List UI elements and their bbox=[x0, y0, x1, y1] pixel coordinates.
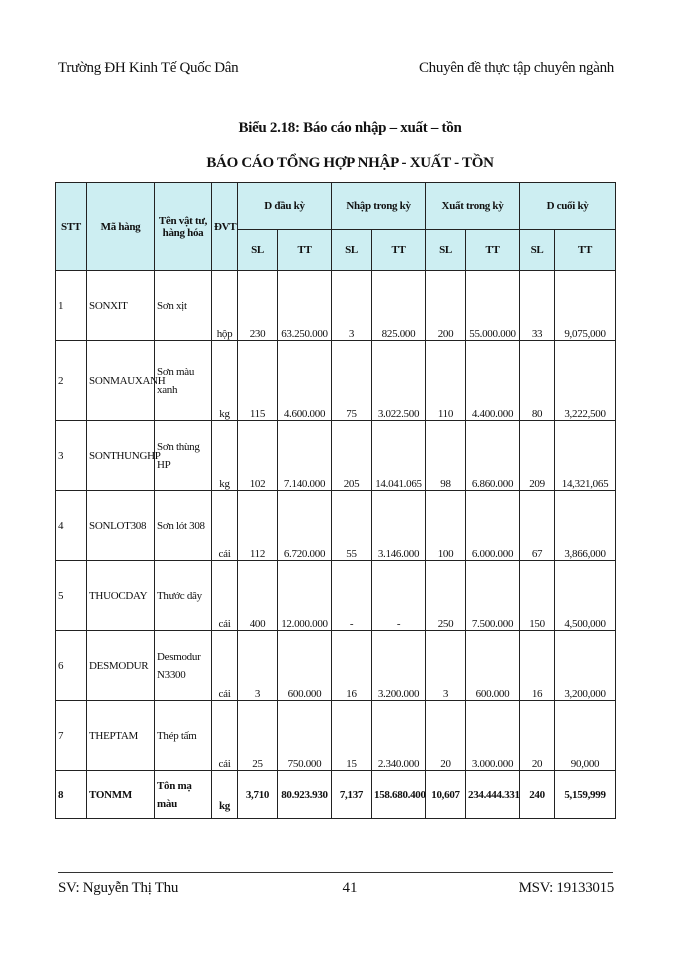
cell-out-sl: 250 bbox=[426, 561, 466, 631]
cell-out-tt: 6.000.000 bbox=[466, 491, 520, 561]
cell-stt: 2 bbox=[56, 341, 87, 421]
col-in-tt: TT bbox=[372, 230, 426, 271]
cell-in-tt: 158.680.400 bbox=[372, 771, 426, 819]
cell-closing-sl: 209 bbox=[520, 421, 555, 491]
cell-opening-sl: 3,710 bbox=[238, 771, 278, 819]
cell-name: Tôn mạ màu bbox=[155, 771, 212, 819]
cell-stt: 6 bbox=[56, 631, 87, 701]
col-closing-tt: TT bbox=[555, 230, 616, 271]
cell-closing-sl: 67 bbox=[520, 491, 555, 561]
cell-code: THEPTAM bbox=[87, 701, 155, 771]
cell-unit: cái bbox=[212, 701, 238, 771]
cell-code: DESMODUR bbox=[87, 631, 155, 701]
header-subject: Chuyên đề thực tập chuyên ngành bbox=[418, 60, 614, 76]
cell-closing-tt: 14,321,065 bbox=[555, 421, 616, 491]
cell-code: SONLOT308 bbox=[87, 491, 155, 561]
cell-unit: cái bbox=[212, 491, 238, 561]
cell-name: Sơn lót 308 bbox=[155, 491, 212, 561]
cell-unit: cái bbox=[212, 631, 238, 701]
cell-name: Sơn xịt bbox=[155, 271, 212, 341]
cell-closing-tt: 3,222,500 bbox=[555, 341, 616, 421]
col-closing-sl: SL bbox=[520, 230, 555, 271]
cell-in-sl: 7,137 bbox=[332, 771, 372, 819]
cell-out-sl: 98 bbox=[426, 421, 466, 491]
cell-in-sl: 75 bbox=[332, 341, 372, 421]
cell-opening-sl: 112 bbox=[238, 491, 278, 561]
table-row bbox=[56, 561, 616, 631]
cell-in-tt: 3.022.500 bbox=[372, 341, 426, 421]
table-header-row bbox=[56, 183, 616, 230]
cell-out-tt: 6.860.000 bbox=[466, 421, 520, 491]
cell-opening-tt: 63.250.000 bbox=[278, 271, 332, 341]
cell-opening-sl: 3 bbox=[238, 631, 278, 701]
col-out-sl: SL bbox=[426, 230, 466, 271]
cell-closing-tt: 3,866,000 bbox=[555, 491, 616, 561]
cell-stt: 3 bbox=[56, 421, 87, 491]
cell-in-sl: 3 bbox=[332, 271, 372, 341]
col-in-sl: SL bbox=[332, 230, 372, 271]
cell-code: TONMM bbox=[87, 771, 155, 819]
cell-in-tt: 14.041.065 bbox=[372, 421, 426, 491]
table-body bbox=[56, 271, 616, 819]
cell-out-sl: 10,607 bbox=[426, 771, 466, 819]
cell-in-tt: 2.340.000 bbox=[372, 701, 426, 771]
cell-code: THUOCDAY bbox=[87, 561, 155, 631]
cell-unit: kg bbox=[212, 421, 238, 491]
cell-in-sl: 15 bbox=[332, 701, 372, 771]
cell-out-sl: 3 bbox=[426, 631, 466, 701]
report-title: BÁO CÁO TỔNG HỢP NHẬP - XUẤT - TỒN bbox=[206, 155, 494, 171]
col-name: Tên vật tư, hàng hóa bbox=[155, 183, 212, 271]
col-in: Nhập trong kỳ bbox=[332, 183, 426, 230]
cell-out-tt: 4.400.000 bbox=[466, 341, 520, 421]
cell-closing-tt: 3,200,000 bbox=[555, 631, 616, 701]
cell-closing-tt: 4,500,000 bbox=[555, 561, 616, 631]
cell-opening-sl: 230 bbox=[238, 271, 278, 341]
col-opening-tt: TT bbox=[278, 230, 332, 271]
page-number: 41 bbox=[342, 880, 358, 896]
cell-in-tt: 3.146.000 bbox=[372, 491, 426, 561]
cell-stt: 8 bbox=[56, 771, 87, 819]
cell-stt: 1 bbox=[56, 271, 87, 341]
cell-out-tt: 55.000.000 bbox=[466, 271, 520, 341]
cell-unit: kg bbox=[212, 771, 238, 819]
cell-in-sl: 55 bbox=[332, 491, 372, 561]
cell-closing-tt: 9,075,000 bbox=[555, 271, 616, 341]
cell-unit: hộp bbox=[212, 271, 238, 341]
cell-opening-tt: 80.923.930 bbox=[278, 771, 332, 819]
footer-student: SV: Nguyễn Thị Thu bbox=[58, 880, 179, 896]
cell-opening-tt: 600.000 bbox=[278, 631, 332, 701]
table-row bbox=[56, 631, 616, 701]
col-stt: STT bbox=[56, 183, 87, 271]
cell-out-sl: 100 bbox=[426, 491, 466, 561]
cell-out-sl: 110 bbox=[426, 341, 466, 421]
header-school: Trường ĐH Kinh Tế Quốc Dân bbox=[58, 60, 239, 76]
table-row bbox=[56, 491, 616, 561]
table-row bbox=[56, 701, 616, 771]
cell-closing-sl: 150 bbox=[520, 561, 555, 631]
cell-in-tt: 3.200.000 bbox=[372, 631, 426, 701]
cell-stt: 4 bbox=[56, 491, 87, 561]
table-row bbox=[56, 341, 616, 421]
cell-out-tt: 7.500.000 bbox=[466, 561, 520, 631]
cell-out-sl: 200 bbox=[426, 271, 466, 341]
cell-in-tt: 825.000 bbox=[372, 271, 426, 341]
cell-closing-sl: 80 bbox=[520, 341, 555, 421]
cell-stt: 7 bbox=[56, 701, 87, 771]
footer-divider bbox=[58, 872, 613, 873]
cell-name: Desmodur N3300 bbox=[155, 631, 212, 701]
cell-opening-tt: 7.140.000 bbox=[278, 421, 332, 491]
cell-unit: cái bbox=[212, 561, 238, 631]
cell-opening-sl: 25 bbox=[238, 701, 278, 771]
cell-opening-tt: 750.000 bbox=[278, 701, 332, 771]
cell-opening-sl: 102 bbox=[238, 421, 278, 491]
cell-name: Sơn màu xanh bbox=[155, 341, 212, 421]
cell-opening-tt: 12.000.000 bbox=[278, 561, 332, 631]
footer-student-id: MSV: 19133015 bbox=[518, 880, 614, 896]
cell-in-tt: - bbox=[372, 561, 426, 631]
cell-unit: kg bbox=[212, 341, 238, 421]
cell-in-sl: 16 bbox=[332, 631, 372, 701]
cell-out-tt: 234.444.331 bbox=[466, 771, 520, 819]
table-row bbox=[56, 421, 616, 491]
cell-stt: 5 bbox=[56, 561, 87, 631]
cell-closing-sl: 33 bbox=[520, 271, 555, 341]
inventory-report-table bbox=[55, 182, 616, 819]
cell-closing-sl: 20 bbox=[520, 701, 555, 771]
cell-in-sl: 205 bbox=[332, 421, 372, 491]
col-opening-sl: SL bbox=[238, 230, 278, 271]
figure-caption: Biểu 2.18: Báo cáo nhập – xuất – tồn bbox=[238, 120, 462, 136]
cell-opening-sl: 400 bbox=[238, 561, 278, 631]
cell-in-sl: - bbox=[332, 561, 372, 631]
cell-name: Thước dây bbox=[155, 561, 212, 631]
cell-out-tt: 3.000.000 bbox=[466, 701, 520, 771]
cell-closing-tt: 5,159,999 bbox=[555, 771, 616, 819]
table-row bbox=[56, 271, 616, 341]
col-unit: ĐVT bbox=[212, 183, 238, 271]
cell-closing-sl: 240 bbox=[520, 771, 555, 819]
col-out-tt: TT bbox=[466, 230, 520, 271]
col-out: Xuất trong kỳ bbox=[426, 183, 520, 230]
cell-opening-tt: 6.720.000 bbox=[278, 491, 332, 561]
col-closing: D cuối kỳ bbox=[520, 183, 616, 230]
cell-name: Thép tấm bbox=[155, 701, 212, 771]
col-opening: D đầu kỳ bbox=[238, 183, 332, 230]
cell-closing-tt: 90,000 bbox=[555, 701, 616, 771]
cell-name: Sơn thùng HP bbox=[155, 421, 212, 491]
cell-opening-tt: 4.600.000 bbox=[278, 341, 332, 421]
cell-code: SONMAUXANH bbox=[87, 341, 155, 421]
cell-closing-sl: 16 bbox=[520, 631, 555, 701]
table-row bbox=[56, 771, 616, 819]
cell-code: SONTHUNGHP bbox=[87, 421, 155, 491]
col-code: Mã hàng bbox=[87, 183, 155, 271]
cell-out-tt: 600.000 bbox=[466, 631, 520, 701]
cell-opening-sl: 115 bbox=[238, 341, 278, 421]
cell-code: SONXIT bbox=[87, 271, 155, 341]
cell-out-sl: 20 bbox=[426, 701, 466, 771]
